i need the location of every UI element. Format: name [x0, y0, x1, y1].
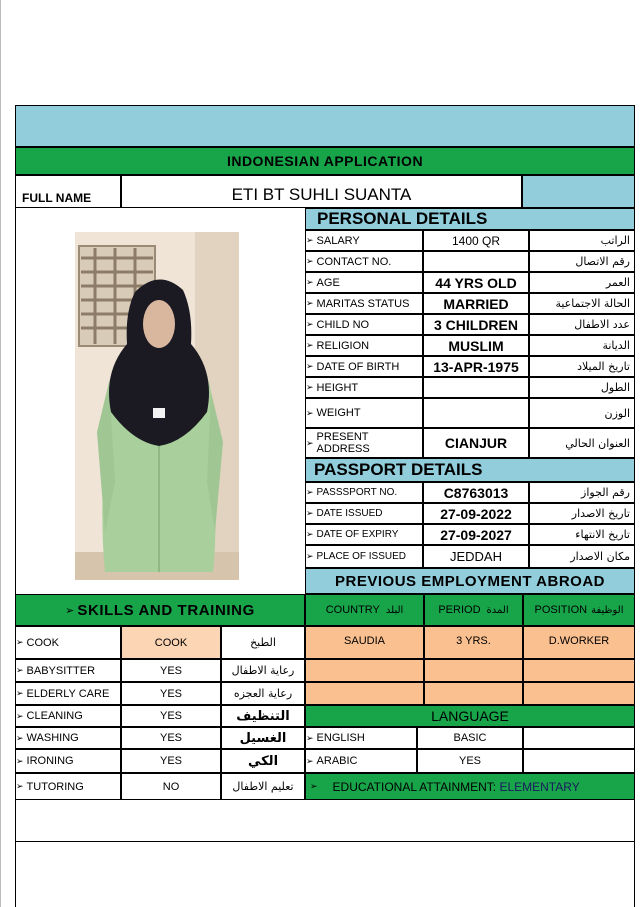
personal-label: AGE — [316, 276, 340, 289]
prev-empty-cell — [523, 682, 635, 705]
personal-details-title: PERSONAL DETAILS — [317, 209, 488, 228]
skill-value-cell — [121, 727, 221, 749]
education-bar — [305, 773, 635, 800]
skill-arabic-cell — [221, 705, 305, 727]
personal-row — [305, 377, 423, 398]
skill-value-cell — [121, 682, 221, 705]
personal-arabic: الوزن — [604, 406, 630, 420]
skill-value-cell — [121, 749, 221, 773]
arrow-icon: ➢ — [16, 755, 24, 766]
prev-header-period — [424, 594, 523, 626]
language-label: ENGLISH — [316, 732, 365, 744]
personal-label: RELIGION — [316, 339, 370, 352]
personal-value-cell — [423, 377, 529, 398]
skill-label: BABYSITTER — [26, 664, 96, 677]
prev-empty-cell — [523, 659, 635, 682]
skill-arabic-cell — [221, 749, 305, 773]
arrow-icon: ➢ — [306, 407, 314, 418]
personal-arabic: العنوان الحالي — [565, 436, 630, 450]
header-band — [15, 105, 635, 147]
personal-value-cell — [423, 293, 529, 314]
arrow-icon: ➢ — [306, 529, 314, 539]
prev-position: D.WORKER — [548, 635, 610, 647]
personal-arabic: الطول — [600, 381, 630, 394]
skill-arabic-cell — [221, 682, 305, 705]
personal-arabic-cell — [529, 377, 635, 398]
passport-label: PLACE OF ISSUED — [316, 551, 407, 562]
personal-arabic: العمر — [605, 276, 630, 289]
personal-row — [305, 335, 423, 356]
skill-value: YES — [159, 710, 182, 722]
personal-arabic-cell — [529, 272, 635, 293]
personal-value: CIANJUR — [444, 435, 508, 451]
skill-value-cell — [121, 705, 221, 727]
passport-arabic: مكان الاصدار — [570, 550, 630, 563]
passport-value-cell — [423, 545, 529, 568]
prev-period: 3 YRS. — [456, 635, 491, 647]
language-title: LANGUAGE — [431, 708, 509, 724]
arrow-icon: ➢ — [306, 277, 314, 287]
prev-header-period-arabic: المدة — [486, 604, 509, 616]
previous-employment-title: PREVIOUS EMPLOYMENT ABROAD — [335, 572, 605, 590]
prev-header-position — [523, 594, 635, 626]
prev-position-cell — [523, 626, 635, 659]
personal-label: SALARY — [316, 234, 360, 247]
personal-value-cell — [423, 398, 529, 428]
skill-label-cell — [15, 727, 121, 749]
skills-title-bar — [15, 594, 305, 626]
skill-arabic: التنظيف — [236, 708, 290, 724]
passport-value: 27-09-2027 — [440, 526, 512, 543]
prev-header-country — [305, 594, 424, 626]
personal-value-cell — [423, 356, 529, 377]
personal-arabic-cell — [529, 230, 635, 251]
arrow-icon: ➢ — [310, 781, 318, 791]
passport-value: JEDDAH — [449, 549, 502, 564]
passport-row — [305, 545, 423, 568]
personal-value: 13-APR-1975 — [433, 358, 519, 375]
passport-row — [305, 482, 423, 503]
personal-arabic: الديانة — [602, 339, 630, 352]
arrow-icon: ➢ — [306, 298, 314, 308]
personal-row — [305, 272, 423, 293]
arrow-icon: ➢ — [65, 604, 75, 617]
prev-empty-cell — [424, 659, 523, 682]
language-empty-cell — [523, 727, 635, 749]
skills-title: SKILLS AND TRAINING — [77, 601, 255, 619]
passport-value: 27-09-2022 — [440, 505, 512, 522]
application-title-bar — [15, 147, 635, 175]
skill-value: YES — [159, 755, 182, 767]
arrow-icon: ➢ — [16, 710, 24, 721]
personal-value-cell — [423, 230, 529, 251]
passport-row — [305, 503, 423, 524]
arrow-icon: ➢ — [306, 437, 314, 448]
personal-row — [305, 230, 423, 251]
skill-label-cell — [15, 749, 121, 773]
prev-empty-cell — [305, 682, 424, 705]
personal-arabic-cell — [529, 314, 635, 335]
arrow-icon: ➢ — [306, 551, 314, 561]
skill-label-cell — [15, 682, 121, 705]
personal-value: 1400 QR — [451, 233, 501, 248]
personal-row — [305, 398, 423, 428]
prev-empty-cell — [305, 659, 424, 682]
full-name-cell — [121, 175, 522, 208]
arrow-icon: ➢ — [306, 361, 314, 371]
passport-value-cell — [423, 482, 529, 503]
skill-value: NO — [162, 780, 180, 793]
skill-arabic: رعاية العجزه — [233, 687, 293, 700]
skill-arabic: تعليم الاطفال — [232, 780, 294, 793]
personal-row — [305, 356, 423, 377]
language-label-cell — [305, 749, 417, 773]
prev-country-cell — [305, 626, 424, 659]
language-label: ARABIC — [316, 755, 358, 767]
applicant-photo — [75, 232, 239, 580]
language-value: BASIC — [453, 732, 487, 744]
arrow-icon: ➢ — [306, 256, 314, 266]
prev-period-cell — [424, 626, 523, 659]
prev-header-country-arabic: البلد — [385, 604, 404, 616]
skill-arabic-cell — [221, 626, 305, 659]
personal-arabic: الحالة الاجتماعية — [555, 297, 630, 310]
passport-arabic: تاريخ الاصدار — [571, 507, 630, 520]
arrow-icon: ➢ — [306, 235, 314, 245]
skill-value: YES — [159, 687, 182, 700]
personal-row — [305, 428, 423, 458]
passport-label: PASSSPORT NO. — [316, 487, 398, 498]
arrow-icon: ➢ — [306, 732, 314, 743]
personal-value-cell — [423, 272, 529, 293]
arrow-icon: ➢ — [306, 319, 314, 329]
personal-label: WEIGHT — [316, 407, 361, 419]
personal-label: CONTACT NO. — [316, 255, 392, 268]
language-value-cell — [417, 749, 523, 773]
personal-value: MARRIED — [443, 295, 509, 312]
personal-arabic-cell — [529, 398, 635, 428]
personal-row — [305, 293, 423, 314]
education-value: ELEMENTARY — [496, 779, 580, 794]
passport-row — [305, 524, 423, 545]
skill-label: WASHING — [26, 732, 79, 744]
personal-details-title-bar — [305, 208, 635, 230]
arrow-icon: ➢ — [306, 487, 314, 497]
language-value-cell — [417, 727, 523, 749]
full-name-label: FULL NAME — [22, 191, 92, 205]
personal-arabic-cell — [529, 251, 635, 272]
personal-label: CHILD NO — [316, 318, 370, 331]
skill-label-cell — [15, 659, 121, 682]
skill-label-cell — [15, 705, 121, 727]
passport-arabic-cell — [529, 524, 635, 545]
prev-empty-cell — [424, 682, 523, 705]
skill-value-cell — [121, 773, 221, 800]
arrow-icon: ➢ — [16, 781, 24, 791]
footer-blank-2 — [15, 842, 635, 907]
skill-label-cell — [15, 626, 121, 659]
personal-value-cell — [423, 428, 529, 458]
passport-details-title-bar — [305, 458, 635, 482]
skill-arabic: الغسيل — [239, 730, 287, 746]
personal-label: PRESENT ADDRESS — [316, 431, 370, 455]
personal-arabic-cell — [529, 293, 635, 314]
personal-label: MARITAS STATUS — [316, 297, 410, 310]
language-empty-cell — [523, 749, 635, 773]
passport-label: DATE OF EXPIRY — [316, 529, 399, 540]
prev-country: SAUDIA — [344, 635, 385, 647]
arrow-icon: ➢ — [16, 688, 24, 698]
previous-employment-title-bar — [305, 568, 635, 594]
skill-arabic: رعاية الاطفال — [231, 664, 295, 677]
personal-label: DATE OF BIRTH — [316, 360, 400, 373]
personal-value: MUSLIM — [448, 337, 504, 354]
language-value: YES — [458, 755, 481, 767]
skill-label: COOK — [26, 636, 59, 649]
passport-arabic-cell — [529, 482, 635, 503]
personal-arabic-cell — [529, 428, 635, 458]
full-name-label-cell — [15, 175, 121, 208]
passport-details-title: PASSPORT DETAILS — [314, 460, 483, 479]
passport-arabic: رقم الجواز — [581, 486, 630, 499]
passport-label: DATE ISSUED — [316, 508, 383, 519]
arrow-icon: ➢ — [306, 382, 314, 392]
full-name-right-cell — [522, 175, 635, 208]
personal-arabic: تاريخ الميلاد — [577, 360, 630, 373]
skill-label: IRONING — [26, 755, 74, 767]
prev-header-period-label: PERIOD — [438, 604, 481, 616]
skill-arabic-cell — [221, 773, 305, 800]
personal-arabic: الراتب — [600, 234, 630, 247]
skill-arabic-cell — [221, 727, 305, 749]
arrow-icon: ➢ — [16, 732, 24, 743]
page-left-edge — [0, 0, 1, 907]
skill-value-cell — [121, 659, 221, 682]
personal-row — [305, 314, 423, 335]
skill-label-cell — [15, 773, 121, 800]
passport-value-cell — [423, 524, 529, 545]
skill-label: ELDERLY CARE — [26, 687, 110, 700]
skill-label: CLEANING — [26, 710, 83, 722]
skill-arabic: الطبخ — [250, 636, 276, 649]
personal-value: 44 YRS OLD — [435, 274, 517, 291]
passport-value: C8763013 — [443, 484, 509, 501]
full-name-value: ETI BT SUHLI SUANTA — [231, 184, 412, 204]
language-label-cell — [305, 727, 417, 749]
personal-arabic: عدد الاطفال — [574, 318, 630, 331]
personal-value-cell — [423, 335, 529, 356]
arrow-icon: ➢ — [306, 340, 314, 350]
prev-header-country-label: COUNTRY — [325, 604, 380, 616]
arrow-icon: ➢ — [306, 508, 314, 518]
passport-arabic-cell — [529, 503, 635, 524]
arrow-icon: ➢ — [16, 665, 24, 675]
personal-label: HEIGHT — [316, 381, 359, 394]
arrow-icon: ➢ — [306, 755, 314, 766]
passport-value-cell — [423, 503, 529, 524]
language-title-bar — [305, 705, 635, 727]
skill-label: TUTORING — [26, 780, 84, 793]
personal-arabic: رقم الاتصال — [575, 255, 630, 268]
footer-blank-1 — [15, 800, 635, 842]
personal-arabic-cell — [529, 356, 635, 377]
skill-value: COOK — [154, 636, 188, 649]
prev-header-position-label: POSITION — [534, 604, 588, 616]
personal-value-cell — [423, 314, 529, 335]
arrow-icon: ➢ — [16, 637, 24, 647]
application-title: INDONESIAN APPLICATION — [226, 153, 424, 169]
passport-arabic-cell — [529, 545, 635, 568]
personal-value: 3 CHILDREN — [433, 316, 518, 333]
skill-value: YES — [159, 664, 182, 677]
personal-row — [305, 251, 423, 272]
personal-value-cell — [423, 251, 529, 272]
personal-arabic-cell — [529, 335, 635, 356]
skill-arabic-cell — [221, 659, 305, 682]
skill-value-cell — [121, 626, 221, 659]
skill-arabic: الكي — [247, 753, 279, 769]
prev-header-position-arabic: الوظيفة — [591, 604, 624, 616]
passport-arabic: تاريخ الانتهاء — [575, 528, 630, 541]
skill-value: YES — [159, 732, 182, 744]
education-label: EDUCATIONAL ATTAINMENT: — [332, 779, 497, 794]
